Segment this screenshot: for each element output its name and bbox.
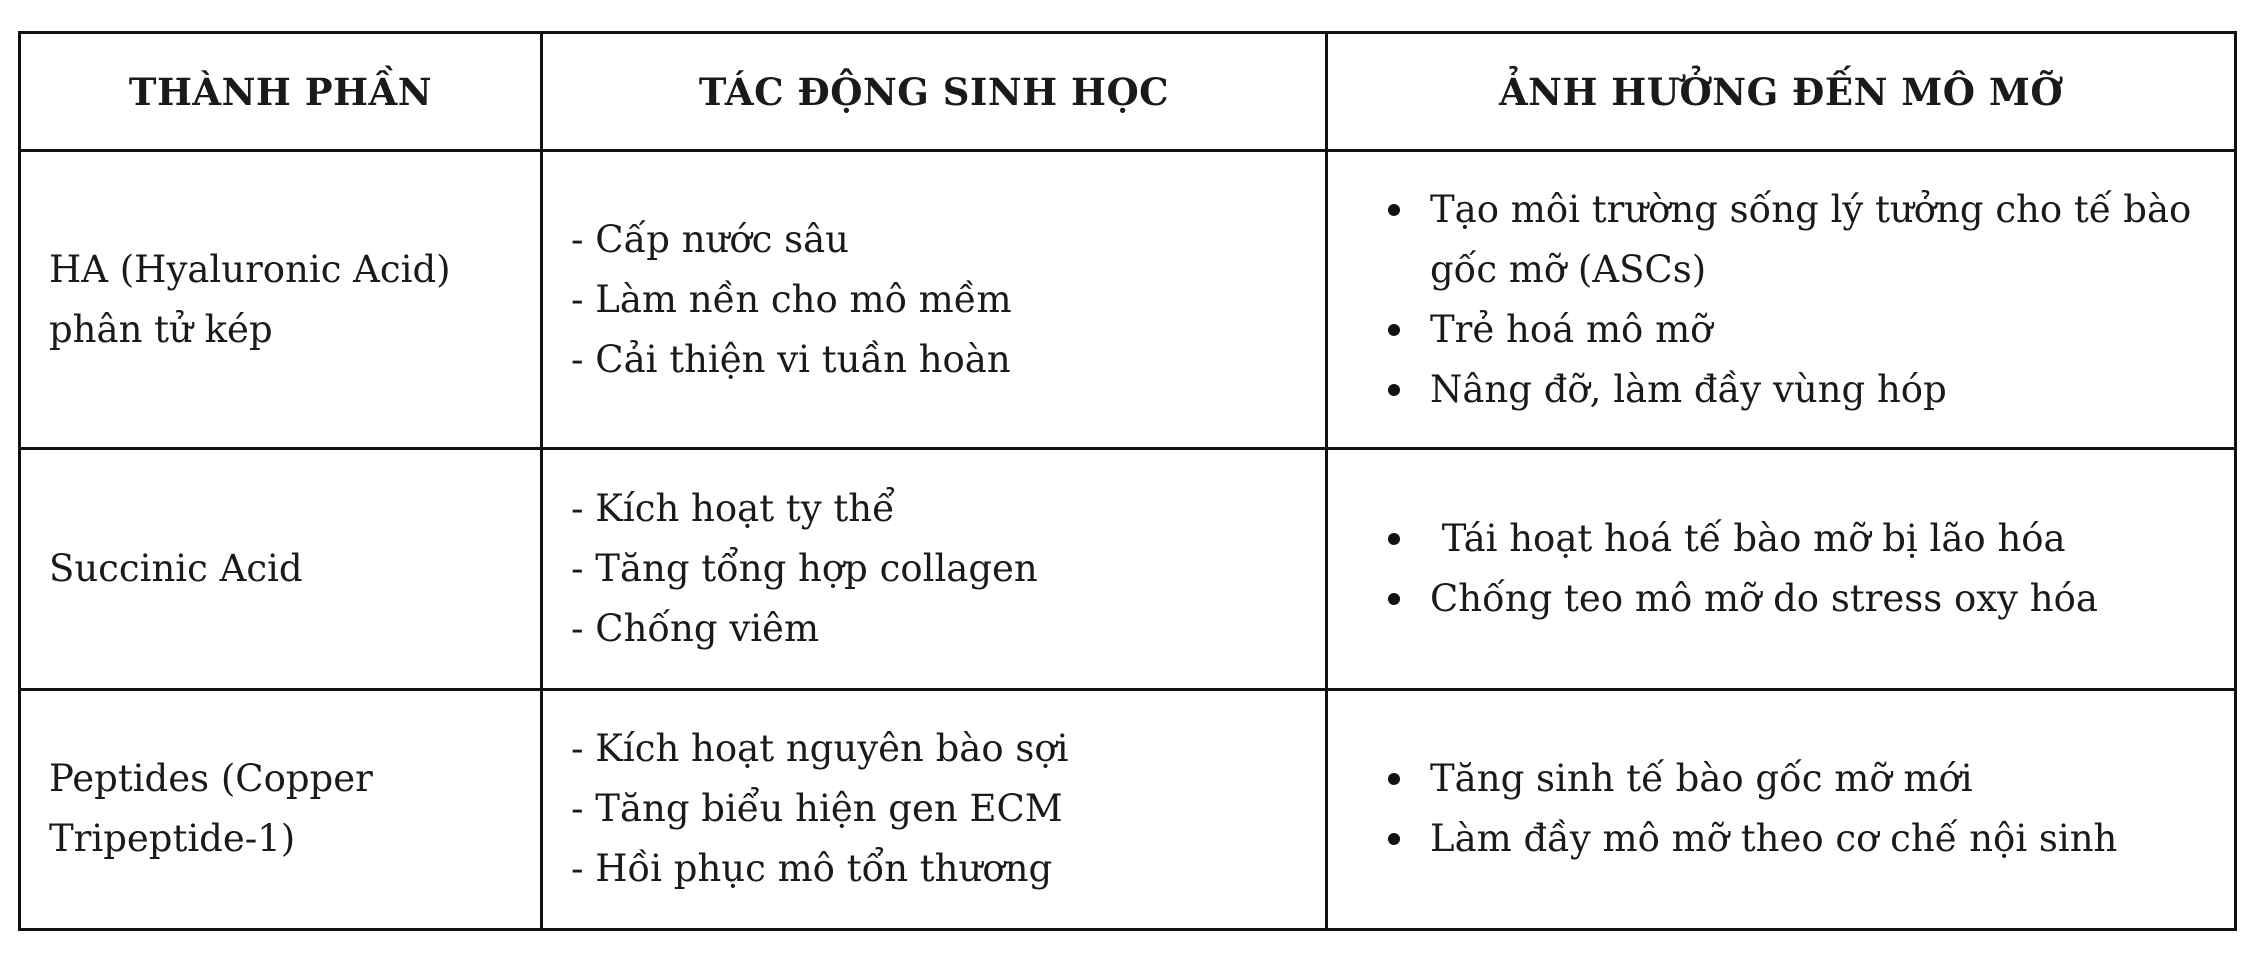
biological-effects	[542, 689, 1327, 929]
effect-item: - Hồi phục mô tổn thương	[571, 847, 1053, 891]
biological-effects	[542, 449, 1327, 689]
header-fat-tissue-impact: ẢNH HƯỞNG ĐẾN MÔ MỠ	[1327, 33, 2236, 151]
impact-item: Chống teo mô mỡ do stress oxy hóa	[1388, 569, 2194, 629]
effect-item: - Cấp nước sâu	[571, 217, 849, 261]
header-ingredient: THÀNH PHẦN	[20, 33, 542, 151]
table-row	[20, 151, 2236, 449]
impact-list	[1388, 749, 2194, 869]
header-biological-effect: TÁC ĐỘNG SINH HỌC	[542, 33, 1327, 151]
fat-tissue-impacts	[1327, 151, 2236, 449]
effect-item: - Tăng tổng hợp collagen	[571, 547, 1038, 591]
impact-list	[1388, 509, 2194, 629]
ingredient-name: Peptides (Copper Tripeptide-1)	[20, 689, 542, 929]
impact-item: Làm đầy mô mỡ theo cơ chế nội sinh	[1388, 809, 2194, 869]
impact-item: Tái hoạt hoá tế bào mỡ bị lão hóa	[1388, 509, 2194, 569]
effect-item: - Tăng biểu hiện gen ECM	[571, 787, 1063, 831]
ingredients-table	[18, 31, 2237, 931]
effect-item: - Kích hoạt nguyên bào sợi	[571, 727, 1069, 771]
impact-item: Trẻ hoá mô mỡ	[1388, 300, 2194, 360]
effect-item: - Kích hoạt ty thể	[571, 487, 895, 531]
impact-item: Tăng sinh tế bào gốc mỡ mới	[1388, 749, 2194, 809]
impact-item: Tạo môi trường sống lý tưởng cho tế bào gốc mỡ (ASCs)	[1388, 180, 2194, 300]
biological-effects	[542, 151, 1327, 449]
impact-list	[1388, 180, 2194, 420]
ingredient-name: Succinic Acid	[20, 449, 542, 689]
table-row	[20, 689, 2236, 929]
effect-item: - Làm nền cho mô mềm	[571, 277, 1012, 321]
fat-tissue-impacts	[1327, 449, 2236, 689]
ingredient-name: HA (Hyaluronic Acid) phân tử kép	[20, 151, 542, 449]
effect-item: - Chống viêm	[571, 607, 820, 651]
effect-item: - Cải thiện vi tuần hoàn	[571, 337, 1011, 381]
table-header-row	[20, 33, 2236, 151]
table-row	[20, 449, 2236, 689]
fat-tissue-impacts	[1327, 689, 2236, 929]
impact-item: Nâng đỡ, làm đầy vùng hóp	[1388, 360, 2194, 420]
